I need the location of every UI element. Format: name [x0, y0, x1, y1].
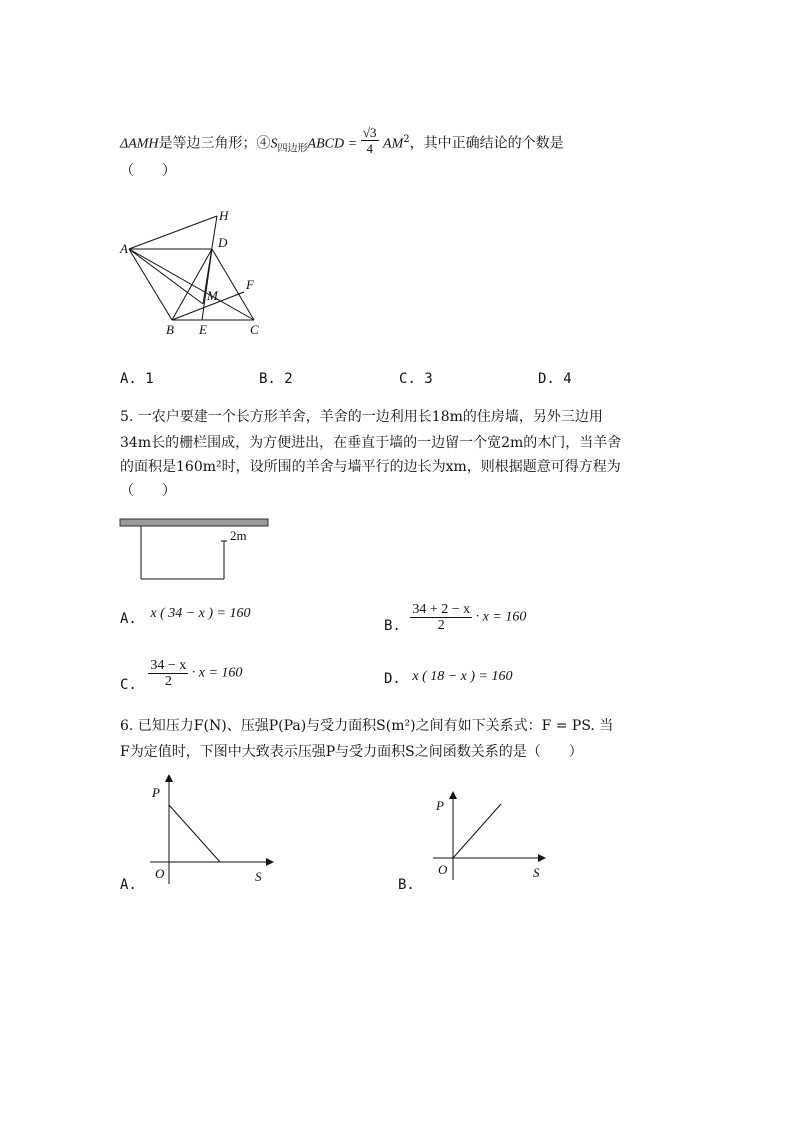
- option-a-equation: x ( 34 − x ) = 160: [150, 606, 251, 621]
- q5-line-1: 5. 一农户要建一个长方形羊舍，羊舍的一边利用长18m的住房墙，另外三边用: [120, 409, 603, 425]
- option-b-rest: · x = 160: [475, 609, 527, 625]
- exponent-two: 2: [403, 134, 410, 145]
- q4-answer-paren: （ ）: [120, 163, 176, 179]
- graph-b-origin: O: [438, 862, 448, 877]
- label-d: D: [218, 235, 228, 250]
- q6-option-a[interactable]: A.: [120, 877, 137, 893]
- graph-b-line: [453, 804, 501, 858]
- q5-option-a[interactable]: A. x ( 34 − x ) = 160: [120, 606, 251, 627]
- option-c-fraction: $\frac{34 - x}{2}$: [150, 658, 187, 689]
- quad-name: ABCD: [307, 136, 345, 152]
- graph-b-y-arrow: [449, 791, 457, 799]
- q4-option-a[interactable]: A. 1: [120, 371, 154, 387]
- label-c: C: [250, 322, 259, 337]
- q4-option-c[interactable]: C. 3: [399, 371, 433, 387]
- area-symbol: S: [270, 136, 278, 152]
- triangle-amh: ΔAMH: [120, 136, 159, 152]
- q6-line-2: F为定值时，下图中大致表示压强P与受力面积S之间函数关系的是（ ）: [120, 744, 583, 760]
- graph-b-s-label: S: [533, 865, 540, 880]
- q5-option-d[interactable]: D. x ( 18 − x ) = 160: [384, 669, 513, 687]
- q5-answer-paren: （ ）: [120, 483, 176, 499]
- graph-a-p-label: P: [152, 785, 160, 800]
- graph-a-s-label: S: [255, 869, 262, 884]
- label-m: M: [207, 288, 218, 303]
- door-width-label: 2m: [230, 528, 247, 543]
- q4-tail-text: ，其中正确结论的个数是: [409, 135, 564, 152]
- area-subscript: 四边形: [277, 143, 308, 155]
- denominator-four: 4: [366, 141, 373, 157]
- graph-b-p-label: P: [436, 798, 444, 813]
- label-h: H: [219, 208, 229, 223]
- q5-option-c[interactable]: C. $\frac{34 - x}{2}$ · x = 160: [120, 658, 243, 693]
- label-b: B: [166, 322, 174, 337]
- q4-statement-text: 是等边三角形；④: [158, 135, 271, 152]
- label-e: E: [199, 322, 207, 337]
- label-a: A: [120, 241, 128, 256]
- q4-option-b[interactable]: B. 2: [259, 371, 293, 387]
- option-c-rest: · x = 160: [191, 665, 243, 681]
- sqrt3: √3: [362, 125, 377, 141]
- q5-line-3: 的面积是160m²时，设所围的羊舍与墙平行的边长为xm，则根据题意可得方程为: [120, 459, 621, 475]
- equals-sign: =: [348, 136, 357, 152]
- q6-option-b[interactable]: B.: [398, 877, 415, 893]
- q6-line-1: 6. 已知压力F(N)、压强P(Pa)与受力面积S(m²)之间有如下关系式：F = PS. 当: [120, 718, 614, 734]
- am-term: AM: [383, 136, 404, 152]
- option-d-equation: x ( 18 − x ) = 160: [412, 669, 513, 684]
- label-f: F: [246, 277, 254, 292]
- graph-a-origin: O: [155, 866, 165, 881]
- option-b-fraction: $\frac{34 + 2 - x}{2}$: [412, 602, 471, 633]
- q5-option-b[interactable]: B. $\frac{34 + 2 - x}{2}$ · x = 160: [384, 602, 527, 634]
- q5-line-2: 34m长的栅栏围成，为方便进出，在垂直于墙的一边留一个宽2m的木门，当羊舍: [120, 435, 622, 451]
- q4-option-d[interactable]: D. 4: [538, 371, 572, 387]
- graph-b-x-arrow: [538, 854, 546, 862]
